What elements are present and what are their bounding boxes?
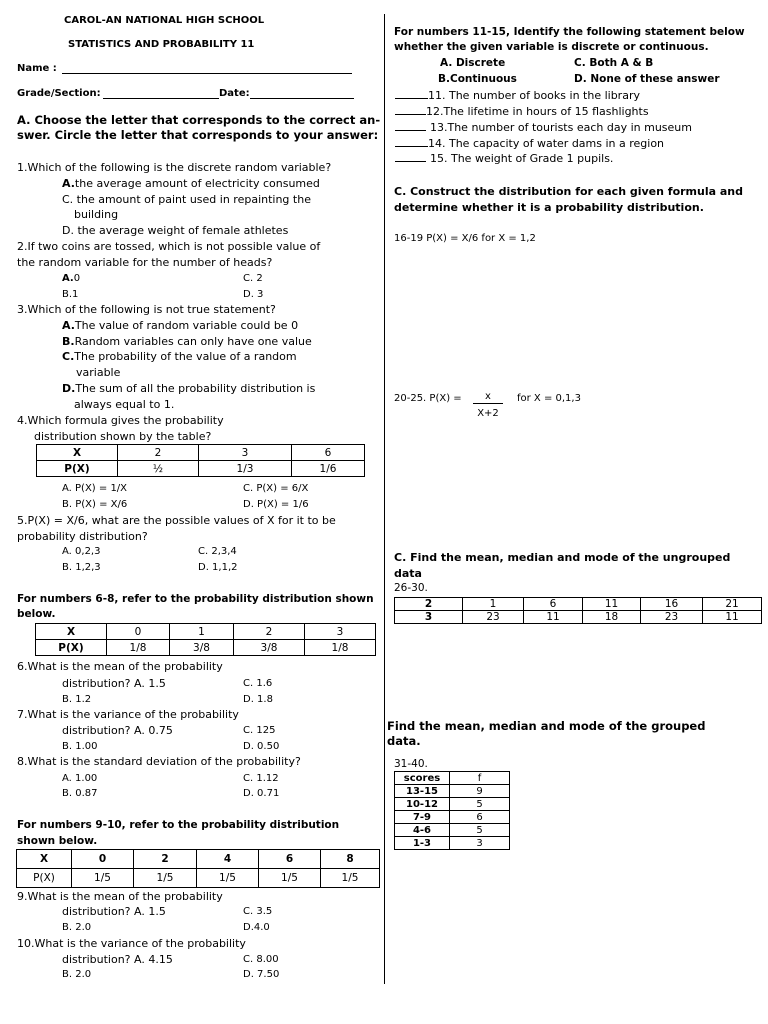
- list-item: 14. The capacity of water dams in a region: [395, 137, 664, 150]
- q5-stem: 5.P(X) = X/6, what are the possible values of X for it to be: [17, 514, 336, 527]
- table-cell: 11: [703, 611, 762, 624]
- choice-a: A. Discrete: [440, 57, 506, 69]
- table-cell: 1/3: [199, 461, 292, 477]
- table-row: [17, 850, 380, 869]
- table-cell: 2: [234, 624, 305, 640]
- grade-line[interactable]: [103, 98, 219, 99]
- table-cell: 3: [305, 624, 376, 640]
- table-cell: 1/5: [72, 869, 134, 888]
- q9-stem: 9.What is the mean of the probability: [17, 890, 223, 903]
- choice-d: D. None of these answer: [574, 73, 720, 85]
- choice-c: C. Both A & B: [574, 57, 654, 69]
- q3-option-a: A.The value of random variable could be 0: [62, 319, 299, 332]
- set-11-15-heading-cont: whether the given variable is discrete or continuous.: [394, 41, 709, 53]
- q7-stem-cont: distribution? A. 0.75: [62, 724, 173, 737]
- q2-option-c: C. 2: [243, 273, 263, 284]
- q1-option-d: D. the average weight of female athletes: [62, 224, 289, 237]
- q9-option-c: C. 3.5: [243, 906, 273, 917]
- q7-option-b: B. 1.00: [62, 741, 98, 752]
- section-c-heading-cont: determine whether it is a probability distribution.: [394, 201, 704, 214]
- formula-20-25-tail: for X = 0,1,3: [517, 393, 581, 404]
- table-cell: 5: [450, 798, 510, 811]
- table-cell: 1/8: [107, 640, 170, 656]
- q4-option-b: B. P(X) = X/6: [62, 499, 128, 510]
- table-cell: 6: [450, 811, 510, 824]
- answer-blank[interactable]: [395, 98, 428, 99]
- table-row: [395, 611, 762, 624]
- table-cell: 7-9: [395, 811, 450, 824]
- school-name: CAROL-AN NATIONAL HIGH SCHOOL: [64, 15, 265, 26]
- q4-stem-cont: distribution shown by the table?: [34, 430, 212, 443]
- formula-20-25-denominator: X+2: [477, 408, 499, 419]
- q3-option-b: B.Random variables can only have one value: [62, 335, 312, 348]
- list-item: 15. The weight of Grade 1 pupils.: [395, 152, 613, 165]
- table-cell: 1/5: [197, 869, 259, 888]
- table-cell: X: [17, 850, 72, 869]
- q1-stem: 1.Which of the following is the discrete random variable?: [17, 161, 332, 174]
- section-a-instr-2: swer. Circle the letter that corresponds to your answer:: [17, 128, 379, 142]
- q8-option-c: C. 1.12: [243, 773, 279, 784]
- set-9-10-heading-cont: shown below.: [17, 835, 98, 847]
- q9-option-b: B. 2.0: [62, 922, 92, 933]
- q10-stem-cont: distribution? A. 4.15: [62, 953, 173, 966]
- table-cell: X: [37, 445, 118, 461]
- table-cell: 1: [463, 598, 524, 611]
- table-cell: 5: [450, 824, 510, 837]
- section-a-instr-1: A. Choose the letter that corresponds to the correct an-: [17, 113, 381, 127]
- date-label: Date:: [219, 88, 250, 99]
- q10-option-d: D. 7.50: [243, 969, 280, 980]
- table-row: [37, 445, 365, 461]
- list-item: 13.The number of tourists each day in museum: [395, 121, 692, 134]
- table-cell: 6: [259, 850, 321, 869]
- q8-option-a: A. 1.00: [62, 773, 98, 784]
- table-row: [395, 785, 510, 798]
- table-row: [36, 640, 376, 656]
- table-cell: 16: [641, 598, 703, 611]
- q10-stem: 10.What is the variance of the probability: [17, 937, 246, 950]
- set-11-15-heading: For numbers 11-15, Identify the following statement below: [394, 26, 745, 38]
- q5-option-b: B. 1,2,3: [62, 562, 101, 573]
- q4-stem: 4.Which formula gives the probability: [17, 414, 224, 427]
- q1-option-c: C. the amount of paint used in repainting the: [62, 193, 311, 206]
- choice-b: B.Continuous: [438, 73, 517, 85]
- set-9-10-table: [16, 849, 380, 888]
- subject-title: STATISTICS AND PROBABILITY 11: [68, 39, 255, 50]
- list-item: 11. The number of books in the library: [395, 89, 640, 102]
- table-cell: ½: [118, 461, 199, 477]
- q7-option-c: C. 125: [243, 725, 276, 736]
- q2-stem: 2.If two coins are tossed, which is not possible value of: [17, 240, 321, 253]
- table-cell: 8: [321, 850, 380, 869]
- table-cell: 3: [395, 611, 463, 624]
- formula-20-25-lead: 20-25. P(X) =: [394, 393, 462, 404]
- table-cell: 11: [524, 611, 583, 624]
- q9-stem-cont: distribution? A. 1.5: [62, 905, 166, 918]
- table-cell: 10-12: [395, 798, 450, 811]
- answer-blank[interactable]: [395, 130, 426, 131]
- q3-option-d: D.The sum of all the probability distribution is: [62, 382, 316, 395]
- answer-blank[interactable]: [395, 146, 428, 147]
- q1-option-a: A.the average amount of electricity consumed: [62, 177, 320, 190]
- set-9-10-heading: For numbers 9-10, refer to the probability distribution: [17, 819, 340, 831]
- table-cell: 1/6: [292, 461, 365, 477]
- table-cell: 2: [134, 850, 197, 869]
- q5-option-a: A. 0,2,3: [62, 546, 101, 557]
- name-label: Name :: [17, 63, 57, 74]
- grade-label: Grade/Section:: [17, 88, 101, 99]
- q9-option-d: D.4.0: [243, 922, 270, 933]
- formula-16-19: 16-19 P(X) = X/6 for X = 1,2: [394, 233, 536, 244]
- table-cell: P(X): [37, 461, 118, 477]
- table-cell: 23: [641, 611, 703, 624]
- q3-option-c: C.The probability of the value of a random: [62, 350, 297, 363]
- q8-stem: 8.What is the standard deviation of the probability?: [17, 755, 301, 768]
- table-cell: 0: [107, 624, 170, 640]
- grouped-range: 31-40.: [394, 758, 428, 770]
- table-cell: 11: [583, 598, 641, 611]
- q3-option-c-cont: variable: [76, 366, 121, 379]
- q10-option-b: B. 2.0: [62, 969, 92, 980]
- answer-blank[interactable]: [395, 114, 426, 115]
- q4-option-c: C. P(X) = 6/X: [243, 483, 309, 494]
- table-cell: 4: [197, 850, 259, 869]
- table-cell: 1: [170, 624, 234, 640]
- table-row: [17, 869, 380, 888]
- q8-option-b: B. 0.87: [62, 788, 98, 799]
- table-cell: 1/5: [259, 869, 321, 888]
- table-row: [395, 772, 510, 785]
- ungrouped-range: 26-30.: [394, 582, 428, 594]
- table-row: [395, 811, 510, 824]
- table-cell: 21: [703, 598, 762, 611]
- column-divider: [384, 14, 385, 984]
- table-row: [395, 837, 510, 850]
- set-6-8-table: [35, 623, 376, 656]
- table-cell: 3/8: [234, 640, 305, 656]
- q1-option-c-cont: building: [74, 208, 119, 221]
- set-6-8-heading-cont: below.: [17, 608, 56, 620]
- ungrouped-table: [394, 597, 762, 624]
- section-c-heading: C. Construct the distribution for each given formula and: [394, 185, 743, 198]
- table-cell: 2: [395, 598, 463, 611]
- table-cell: 1/5: [321, 869, 380, 888]
- table-row: [395, 824, 510, 837]
- table-cell: 3: [199, 445, 292, 461]
- q3-option-d-cont: always equal to 1.: [74, 398, 175, 411]
- q5-option-c: C. 2,3,4: [198, 546, 237, 557]
- q4-option-d: D. P(X) = 1/6: [243, 499, 309, 510]
- q2-stem-cont: the random variable for the number of heads?: [17, 256, 273, 269]
- table-cell: 2: [118, 445, 199, 461]
- ungrouped-heading: C. Find the mean, median and mode of the ungrouped: [394, 551, 731, 564]
- table-row: [37, 461, 365, 477]
- q4-table: [36, 444, 365, 477]
- table-cell: 1-3: [395, 837, 450, 850]
- date-line[interactable]: [250, 98, 354, 99]
- q5-option-d: D. 1,1,2: [198, 562, 238, 573]
- table-cell: 18: [583, 611, 641, 624]
- table-cell: 23: [463, 611, 524, 624]
- table-cell: 3: [450, 837, 510, 850]
- name-line[interactable]: [62, 73, 352, 74]
- table-cell: 13-15: [395, 785, 450, 798]
- list-item: 12.The lifetime in hours of 15 flashlights: [395, 105, 649, 118]
- table-cell: f: [450, 772, 510, 785]
- q6-option-d: D. 1.8: [243, 694, 273, 705]
- table-cell: 0: [72, 850, 134, 869]
- table-cell: X: [36, 624, 107, 640]
- table-cell: scores: [395, 772, 450, 785]
- q6-stem-cont: distribution? A. 1.5: [62, 677, 166, 690]
- q2-option-b: B.1: [62, 289, 79, 300]
- formula-20-25-numerator: x: [473, 391, 503, 404]
- grouped-heading-cont: data.: [387, 734, 421, 748]
- ungrouped-heading-cont: data: [394, 567, 422, 580]
- q6-stem: 6.What is the mean of the probability: [17, 660, 223, 673]
- q10-option-c: C. 8.00: [243, 954, 279, 965]
- table-cell: 6: [524, 598, 583, 611]
- q2-option-a: A.0: [62, 273, 81, 284]
- table-row: [395, 598, 762, 611]
- q2-option-d: D. 3: [243, 289, 264, 300]
- q5-stem-cont: probability distribution?: [17, 530, 148, 543]
- set-6-8-heading: For numbers 6-8, refer to the probability distribution shown: [17, 593, 374, 605]
- q7-option-d: D. 0.50: [243, 741, 280, 752]
- table-row: [395, 798, 510, 811]
- q3-stem: 3.Which of the following is not true statement?: [17, 303, 276, 316]
- table-cell: 6: [292, 445, 365, 461]
- table-row: [36, 624, 376, 640]
- answer-blank[interactable]: [395, 161, 426, 162]
- q6-option-c: C. 1.6: [243, 678, 273, 689]
- q8-option-d: D. 0.71: [243, 788, 280, 799]
- table-cell: P(X): [36, 640, 107, 656]
- q4-option-a: A. P(X) = 1/X: [62, 483, 128, 494]
- table-cell: P(X): [17, 869, 72, 888]
- q6-option-b: B. 1.2: [62, 694, 92, 705]
- table-cell: 9: [450, 785, 510, 798]
- table-cell: 1/5: [134, 869, 197, 888]
- table-cell: 4-6: [395, 824, 450, 837]
- grouped-heading: Find the mean, median and mode of the grouped: [387, 719, 706, 733]
- table-cell: 1/8: [305, 640, 376, 656]
- table-cell: 3/8: [170, 640, 234, 656]
- q7-stem: 7.What is the variance of the probability: [17, 708, 239, 721]
- grouped-table: [394, 771, 510, 850]
